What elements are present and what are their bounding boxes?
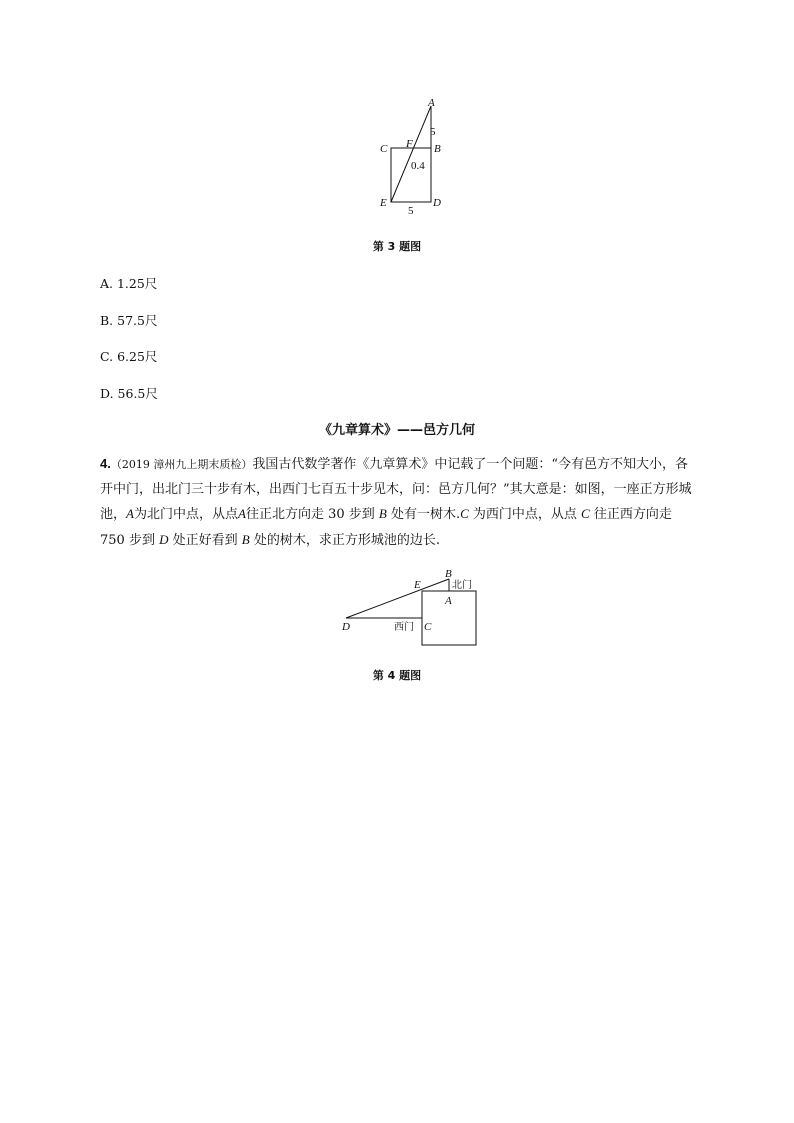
point-c-label: C: [424, 621, 432, 633]
problem-text-8: 处的树木，求正方形城池的边长.: [249, 532, 440, 548]
problem-number: 4.: [100, 456, 111, 471]
figure-3-caption: 第 3 题图: [372, 240, 422, 253]
problem-text-6: 往正西方向走 750 步到: [100, 507, 672, 548]
point-f-label: F: [406, 138, 413, 150]
problem-text-3: 往正北方向走 30 步到: [245, 507, 379, 522]
problem-text-7: 处正好看到: [168, 532, 242, 548]
option-d: D. 56.5尺: [100, 386, 158, 401]
var-b-2: B: [241, 531, 250, 547]
figure-3-diagram: [370, 96, 450, 218]
point-a-label: A: [445, 595, 452, 607]
problem-text-2: 为北门中点，从点: [133, 507, 238, 522]
option-b: B. 57.5尺: [100, 313, 158, 328]
option-a: A. 1.25尺: [100, 276, 158, 291]
north-gate-label: 北门: [452, 580, 472, 591]
segment-bd-sightline: [346, 579, 449, 618]
figure-4-diagram: [336, 564, 486, 650]
var-d-1: D: [159, 531, 169, 547]
problem-text-1: 我国古代数学著作《九章算术》中记载了一个问题：“今有邑方不知大小，各开中门，出北门三十步有木，出西门七百五十步见木，问：邑方几何？”其大意是：如图，一座正方形城池，: [100, 457, 692, 522]
length-bd-label: 0.4: [411, 160, 425, 172]
square-cbde: [391, 148, 431, 202]
point-a-label: A: [428, 97, 435, 109]
west-gate-label: 西门: [394, 622, 414, 633]
point-e-label: E: [414, 579, 421, 591]
problem-4-text: [100, 452, 700, 553]
var-a-1: A: [126, 506, 134, 521]
var-b-1: B: [378, 506, 387, 521]
section-title: 《九章算术》——邑方几何: [318, 423, 475, 438]
var-c-1: C: [460, 506, 469, 521]
segment-ae: [391, 106, 431, 202]
var-a-2: A: [237, 506, 246, 521]
var-c-2: C: [581, 506, 590, 521]
point-e-label: E: [380, 197, 387, 209]
problem-text-5: 为西门中点，从点: [468, 507, 582, 522]
point-d-label: D: [433, 197, 441, 209]
point-b-label: B: [434, 143, 441, 155]
figure-4-caption: 第 4 题图: [372, 669, 422, 682]
point-d-label: D: [342, 621, 350, 633]
point-c-label: C: [380, 143, 388, 155]
option-c: C. 6.25尺: [100, 349, 158, 364]
problem-source: （2019 漳州九上期末质检）: [110, 458, 253, 471]
length-ab-label: 5: [430, 126, 436, 138]
length-ed-label: 5: [408, 205, 414, 217]
problem-text-4: 处有一树木.: [386, 507, 461, 522]
point-b-label: B: [445, 568, 452, 580]
